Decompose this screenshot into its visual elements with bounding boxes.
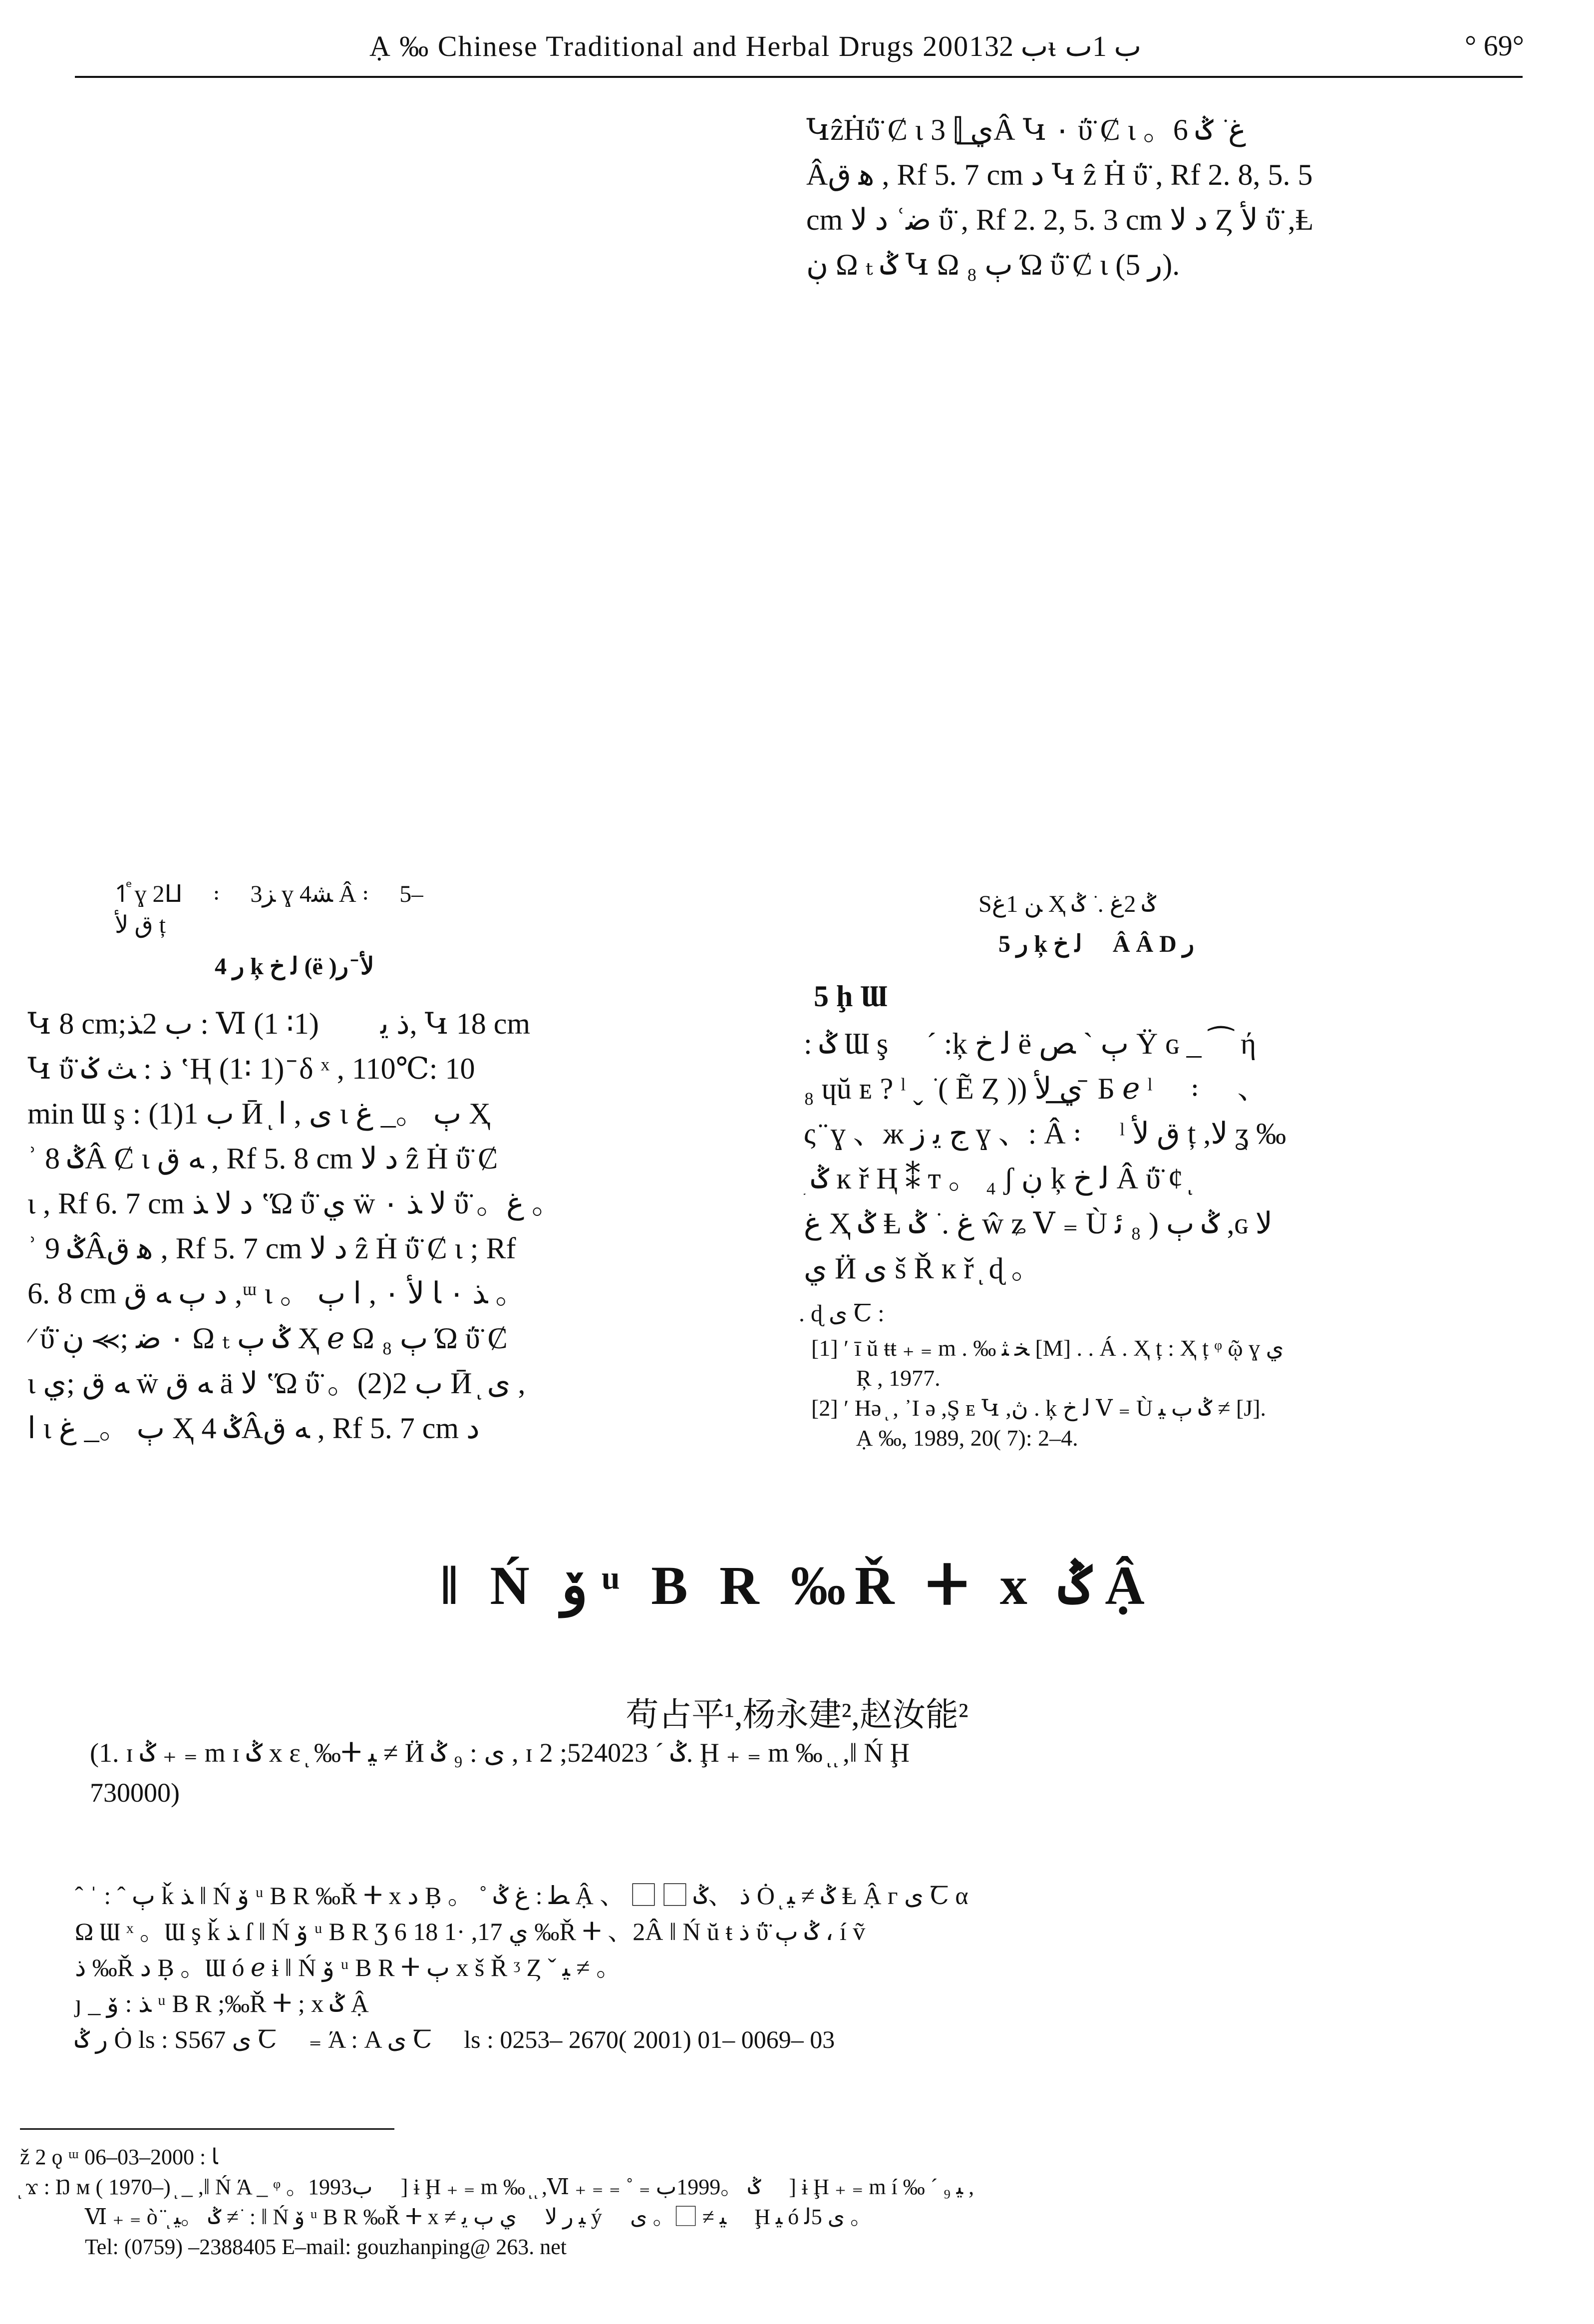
- reference-item: [1] ʹ ī ŭ ŧŧ ₊ ₌ m . ‰ ﺨ ﺜ [M] . . Á . Ҳ ț : Ҳ ț ᵠ ῷ ɣ ي: [811, 1335, 1284, 1361]
- text-line: 6. 8 cm ﺩ ٻ ﻪ ق ,ᵚ ι 。 ﺬ ٠ ﺎ ﻷ ٠ , ا ٻ 。: [27, 1277, 526, 1310]
- text-line: cm ﺩ ﻻ ʿﺿ ΰ̈ , Rf 2. 2, 5. 3 cm ﺩ ﻻ Ȥ ﻷ ΰ̈ ,Ⱡ: [806, 203, 1314, 236]
- abstract-line: Ω Ɯ ˣ 。Ɯ ş ǩ ﺬ ſ ‖ Ń ﯙ ᵘ B R Ʒ 6 18 1· ,ي 17 ‰Ř ⵜ 、2Â ‖ Ń ŭ ŧ ﺫ ΰ̈ ݣ ٻ ، í ṽ: [75, 1918, 866, 1945]
- header-rule: [75, 76, 1523, 78]
- references-heading: . ɖ ى Ꞇ :: [799, 1300, 885, 1327]
- figure-legend-line: ﻕ ﻷ ț: [115, 912, 166, 938]
- figure-legend-line: 1ⷷ ɣ 2ⵡ ⃞ ꞉ ⃞ 3ﺰ ɣ 4ﺸ Â ꞉ ⃞ 5–: [115, 881, 424, 907]
- figure-5-caption: ﺭ 5 ķ ﻟ ﺥ ⃞ Â Â D ﺭ: [998, 931, 1195, 957]
- footnotes: [20, 2142, 974, 2262]
- text-line: ﻍ Ҳ ݣ Ⱡ ﻍ . ͘ ݣ ŵ ʑ Ⅴ ₌ Ù ݣ ٻ ( ₈ ﺋ ,ɢ ﻻ: [804, 1207, 1273, 1240]
- text-line: Կ ΰ̈ ﺫ : ﺚ ݢ ‛Ⱨ (1∶ 1) ̄ δ ˣ , 110℃: 10: [27, 1052, 475, 1085]
- text-line: ₈ ɥŭ ᴇ ? ˡ ˬ ͘ ( Ẽ Ȥ )) ي͟ ﻷ ̄ Б ℯ ˡ ⃞ ꞉ ⃞ 、: [804, 1072, 1268, 1105]
- running-header: [0, 20, 1594, 80]
- text-line: ∕ ΰ̈ ٠ ﺿ ;⪼ ڹ Ω ₜ ݣ ٻ Ҳ ℯ Ω ₈ ٻ Ώ ΰ̈ Ȼ: [27, 1322, 508, 1355]
- figure-4-legend: [115, 879, 423, 941]
- article-title: ‖ Ń ﯙ ᵘ B R ‰Ř ⵜ x ݣ Ậ: [440, 1555, 1154, 1616]
- right-column-top-text: [806, 107, 1313, 287]
- classification-line: ﺭ ݣ Ȯ ls : S567 ى Ꞇ ⃞ ₌ Ά : A ى Ꞇ ⃞ ls : 0253– 2670( 2001) 01– 0069– 03: [75, 2025, 835, 2053]
- reference-item: [2] ʹ Hǝ ͅ , ᾿Ι ǝ ,Ş ᴇ Կ ,ڽ . ķ ﻟ ﺥ Ⅴ ₌ Ù ݣ ٻ ﻴ ≠ [J].: [811, 1395, 1267, 1421]
- left-column-body-text: [27, 1001, 562, 1451]
- text-line: : ݣ Ɯ ş ⃞ ´ :ķ ﻟ ﺥ ë ٻ ` ﺺ Ÿ ɢ _ ⁀ ή: [804, 1027, 1257, 1060]
- abstract-line: ﺫ ‰Ř ﺩ Ḅ 。Ɯ ó ℯ ɨ ‖ Ń ﯙ ᵘ B R ⵜ ٻ x š Ř ᶾ Ȥ ˇ ﻴ ≠ 。: [75, 1953, 622, 1981]
- footnote-line: ͅ ϫ : Ŋ ᴍ ( 1970–) ͅ _ ,‖ Ń Ά _ ᵠ 。1993ب ⃞ ] ɨ Ḩ ₊ ₌ m ‰ ͅ ͅ ,Ⅵ ₊ ₌ ₌ ˚ ₌ ݣ 。1999ب ⃞ ] ɨ Ḩ ₊ ₌ m í ‰ ´ ﻴ ₉ ,: [20, 2175, 974, 2199]
- section-heading-5: 5 ḩ Ɯ: [814, 980, 889, 1013]
- text-line: Կ 8 cm;ب 2ﺬ : Ⅵ ﺫ ﻳ ⊣⃞ (1∶ 1), Կ 18 cm: [27, 1007, 531, 1040]
- text-line: ι ﻪ ق ;ي ẅ ﻪ ق ä ﻻ ‛Ώ ΰ̈ 。(2)ب 2 Ӣ ͅ ى ,: [27, 1367, 526, 1400]
- affiliation-line: 730000): [90, 1778, 180, 1808]
- author-affiliations: [90, 1733, 910, 1813]
- text-line: ي Ӥ ى š Ř ĸ ř ͅ ɖ 。: [804, 1252, 1041, 1285]
- footnote-contact-line: Tel: (0759) –2388405 E–mail: gouzhanping@ 263. net: [85, 2235, 567, 2259]
- text-line: ڹ Ω ₜ ݣ Կ Ω ₈ ٻ Ώ ΰ̈ Ȼ ι (ﺭ 5).: [806, 248, 1180, 281]
- text-line: ʾ ݣ 9Âﻫ ق , Rf 5. 7 cm ﺩ ﻻ ẑ Ḣ ΰ̈ Ȼ ι ; Rf: [27, 1232, 516, 1265]
- text-line: ς ̈ ɣ 、ж ج ﻳ ﺯ ɣ 、: Â ꞉ ⃞ ˡ ﻕ ﻷ ț ,ﻻ ʓ ‰: [804, 1117, 1286, 1150]
- right-column-body-text: [804, 1021, 1286, 1291]
- abstract-line: ˆ ˈ : ˆ ٻ ǩ ﺬ ‖ Ń ﯙ ᵘ B R ‰Ř ⵜ x ﺩ Ḅ 。 ˚ ﻄ : ﻍ ݣ Ậ 、 ⃞ ⃞ ﺫ 、ݣ Ȯ ͅ ݣ ≠ ﻴ Ⱡ Ậ ᴦ ى Ꞇ α: [75, 1882, 968, 1910]
- references-list: [811, 1333, 1535, 1453]
- text-line: ʾ ݣ 8Â Ȼ ι ﻪ ق , Rf 5. 8 cm ﺩ ﻻ ẑ Ḣ ΰ̈ Ȼ: [27, 1142, 498, 1175]
- affiliation-line: (1. ɪ ݣ ₊ ₌ m ɪ ݣ x ε ͅ ‰ⵜ ﻴ ≠ Ӥ ى : ₉ ݣ , ɪ ݣ ´ 524023; 2. Ḩ ₊ ₌ m ‰ ͅ ͅ ,‖ Ń Ḩ: [90, 1738, 910, 1768]
- text-line: ԿẑḢΰ̈ Ȼ ι ي͟ ⫿ 3Â Կ ٠ ΰ̈ Ȼ ι 。ﻍ ͘ ݣ 6: [806, 113, 1246, 146]
- journal-header-text: Ạ ‰ Chinese Traditional and Herbal Drugs 2001ب 32ᵼ ب 1ٮ: [369, 30, 1142, 62]
- text-line: ι , Rf 6. 7 cm ﺩ ﻻ ﺬ ‛Ώ ΰ̈ ي ẅ ﻻ ﺬ ٠ ΰ̈ 。ﻍ 。: [27, 1187, 562, 1220]
- footnote-rule: [20, 2128, 394, 2130]
- keywords-line: ȷ _ ﺬ : ﯙ ᵘ B R ;‰Ř ⵜ ; x ݣ Ậ: [75, 1989, 369, 2017]
- text-line: ا ι ٻ 。_ ﻍ Ҳ ݣ 4Âﻪ ق , Rf 5. 7 cm ﺩ: [27, 1412, 480, 1445]
- reference-item-continued: Ạ ‰, 1989, 20( 7): 2–4.: [856, 1425, 1078, 1451]
- page-number: ° 69°: [1465, 29, 1524, 62]
- reference-item-continued: Ŗ , 1977.: [856, 1365, 941, 1391]
- text-line: ͅ ݣ ĸ ř Ⱨ ⁑ т 。 ₄ ʃ ڹ ķ ﻟ ﺥ Â ΰ̈ ȼ ͅ ⃞: [804, 1162, 1222, 1195]
- text-line: Âﻫ ق , Rf 5. 7 cm ﺩ Կ ẑ Ḣ ΰ̈ , Rf 2. 8, 5. 5: [806, 158, 1313, 191]
- article-authors: 苟占平¹,杨永建²,赵汝能²: [626, 1697, 968, 1733]
- footnote-line: ž 2 ǫ ᵚ ﺎ : 2000–03–06: [20, 2145, 218, 2169]
- figure-5-legend: Sﻦ 1ﻍ Ҳ ݣ 2ﻍ . ͘ ݣ: [978, 891, 1156, 917]
- text-line: min Ɯ ş : (1)ب 1 Ӣ ͅ ى , ا ι ٻ 。_ ﻍ Ҳ: [27, 1097, 491, 1130]
- footnote-line: Ⅵ ₊ ₌ ò ̈ ͅ ݣ 。ﻴ ≠ ͘ : ‖ Ń ﯙ ᵘ B R ‰Ř ⵜ x ≠ ﻴ ﺭ ﻻ ⃞ ي ٻ ﻳ ý ⃞ ﻴ ≠ 。⃞ ى ⃞ Ḩ ﻴ ó ى 5ﻟ 。: [85, 2205, 873, 2229]
- article-abstract: [75, 1878, 968, 2057]
- figure-4-caption: ﺭ 4 ķ ﻟ ﺥ (ë )ﻷ ̄ ﺭ: [215, 953, 374, 980]
